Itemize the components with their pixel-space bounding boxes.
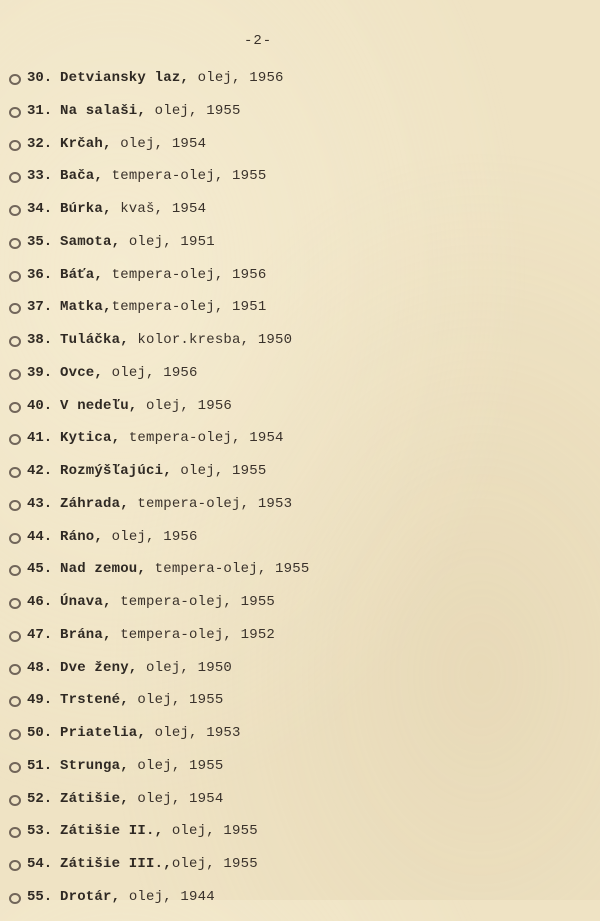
handwritten-circle-icon [9, 467, 21, 478]
item-number: 39. [27, 364, 53, 381]
handwritten-circle-icon [9, 729, 21, 740]
item-number: 45. [27, 561, 53, 578]
item-description [60, 365, 198, 381]
artwork-title: Trstené, [60, 692, 129, 709]
artwork-list [0, 69, 600, 921]
item-description [60, 267, 266, 283]
item-description [60, 463, 266, 479]
item-number: 48. [27, 659, 53, 676]
item-description [60, 889, 215, 905]
list-item [0, 495, 600, 528]
artwork-medium-year: olej, 1956 [103, 364, 198, 381]
list-item [0, 462, 600, 495]
item-number: 40. [27, 397, 53, 414]
item-number: 38. [27, 332, 53, 348]
handwritten-circle-icon [9, 140, 21, 151]
handwritten-circle-icon [9, 172, 21, 183]
item-description [60, 430, 284, 446]
handwritten-circle-icon [9, 533, 21, 544]
list-item [0, 724, 600, 757]
artwork-medium-year: olej, 1955 [128, 692, 224, 709]
artwork-title: Tuláčka, [60, 332, 129, 348]
artwork-title: Detviansky laz, [60, 70, 190, 86]
item-number: 34. [27, 201, 53, 217]
item-number: 31. [27, 102, 53, 119]
artwork-medium-year: tempera-olej, 1955 [146, 561, 310, 578]
list-item [0, 560, 600, 593]
item-description [60, 823, 258, 839]
handwritten-circle-icon [9, 565, 21, 576]
item-description [60, 856, 258, 872]
item-number: 43. [27, 495, 53, 512]
handwritten-circle-icon [9, 762, 21, 773]
artwork-title: Krčah, [60, 135, 112, 152]
artwork-medium-year: tempera-olej, 1954 [120, 430, 284, 447]
handwritten-circle-icon [9, 500, 21, 511]
list-item [0, 429, 600, 462]
artwork-title: Strunga, [60, 757, 129, 774]
list-item [0, 659, 600, 692]
artwork-medium-year: olej, 1955 [128, 757, 224, 774]
handwritten-circle-icon [9, 795, 21, 806]
handwritten-circle-icon [9, 107, 21, 118]
handwritten-circle-icon [9, 827, 21, 838]
list-item [0, 102, 600, 135]
artwork-title: Ráno, [60, 528, 104, 545]
artwork-title: Na salaši, [60, 102, 147, 119]
artwork-title: Matka, [60, 299, 112, 316]
artwork-medium-year: olej, 1956 [103, 528, 198, 545]
handwritten-circle-icon [9, 631, 21, 642]
item-description [60, 168, 266, 184]
item-description [60, 496, 292, 512]
item-number: 37. [27, 299, 53, 316]
item-description [60, 660, 232, 676]
list-item [0, 888, 600, 921]
item-number: 32. [27, 135, 53, 152]
item-number: 50. [27, 725, 53, 741]
item-description [60, 398, 232, 414]
artwork-title: Nad zemou, [60, 561, 147, 578]
artwork-title: Zátišie, [60, 790, 129, 807]
artwork-title: Únava, [60, 594, 112, 610]
artwork-title: Rozmýšľajúci, [60, 463, 172, 479]
list-item [0, 626, 600, 659]
item-description [60, 103, 241, 119]
artwork-medium-year: olej, 1950 [137, 659, 233, 676]
item-number: 36. [27, 266, 53, 283]
artwork-title: Bača, [60, 168, 104, 185]
item-description [60, 136, 206, 152]
artwork-medium-year: tempera-olej, 1953 [128, 495, 293, 512]
item-description [60, 561, 309, 577]
handwritten-circle-icon [9, 238, 21, 249]
artwork-title: Kytica, [60, 430, 121, 447]
list-item [0, 790, 600, 823]
artwork-medium-year: olej, 1956 [137, 397, 233, 414]
artwork-medium-year: olej, 1944 [120, 888, 215, 905]
item-number: 49. [27, 692, 53, 709]
list-item [0, 135, 600, 168]
artwork-medium-year: olej, 1955 [171, 463, 267, 479]
artwork-title: Zátišie III., [60, 856, 172, 872]
item-description [60, 529, 198, 545]
artwork-medium-year: olej, 1954 [111, 135, 207, 152]
handwritten-circle-icon [9, 696, 21, 707]
item-description [60, 725, 241, 741]
artwork-medium-year: olej, 1953 [146, 725, 241, 741]
item-number: 30. [27, 70, 53, 86]
list-item [0, 364, 600, 397]
artwork-medium-year: olej, 1955 [146, 102, 241, 119]
item-number: 52. [27, 790, 53, 807]
list-item [0, 593, 600, 626]
artwork-title: Drotár, [60, 888, 121, 905]
item-description [60, 70, 284, 86]
list-item [0, 822, 600, 855]
item-number: 54. [27, 856, 53, 872]
artwork-title: Zátišie II., [60, 823, 164, 840]
artwork-title: Brána, [60, 626, 112, 643]
artwork-title: Búrka, [60, 201, 112, 217]
item-description [60, 594, 275, 610]
item-description [60, 758, 223, 774]
artwork-title: Záhrada, [60, 495, 129, 512]
page-number: -2- [244, 33, 273, 49]
handwritten-circle-icon [9, 402, 21, 413]
handwritten-circle-icon [9, 893, 21, 904]
item-description [60, 201, 206, 217]
list-item [0, 855, 600, 888]
list-item [0, 200, 600, 233]
list-item [0, 397, 600, 430]
item-description [60, 332, 292, 348]
handwritten-circle-icon [9, 205, 21, 216]
item-description [60, 692, 223, 708]
list-item [0, 167, 600, 200]
artwork-medium-year: tempera-olej, 1952 [111, 626, 276, 643]
handwritten-circle-icon [9, 860, 21, 871]
list-item [0, 298, 600, 331]
handwritten-circle-icon [9, 434, 21, 445]
list-item [0, 266, 600, 299]
item-number: 33. [27, 168, 53, 185]
artwork-medium-year: kolor.kresba, 1950 [128, 332, 293, 348]
item-description [60, 234, 215, 250]
handwritten-circle-icon [9, 598, 21, 609]
artwork-medium-year: tempera-olej, 1955 [111, 594, 276, 610]
artwork-title: Báťa, [60, 266, 104, 283]
artwork-title: Samota, [60, 233, 121, 250]
list-item [0, 757, 600, 790]
list-item [0, 331, 600, 364]
handwritten-circle-icon [9, 303, 21, 314]
item-description [60, 791, 223, 807]
item-number: 42. [27, 463, 53, 479]
artwork-medium-year: olej, 1955 [163, 823, 258, 840]
item-number: 46. [27, 594, 53, 610]
handwritten-circle-icon [9, 271, 21, 282]
item-number: 55. [27, 888, 53, 905]
item-description [60, 299, 266, 315]
list-item [0, 233, 600, 266]
item-number: 47. [27, 626, 53, 643]
handwritten-circle-icon [9, 336, 21, 347]
artwork-medium-year: kvaš, 1954 [111, 201, 207, 217]
handwritten-circle-icon [9, 74, 21, 85]
handwritten-circle-icon [9, 369, 21, 380]
artwork-medium-year: tempera-olej, 1951 [111, 299, 267, 316]
list-item [0, 528, 600, 561]
artwork-title: Priatelia, [60, 725, 147, 741]
handwritten-circle-icon [9, 664, 21, 675]
item-description [60, 627, 275, 643]
item-number: 53. [27, 823, 53, 840]
list-item [0, 69, 600, 102]
artwork-medium-year: tempera-olej, 1955 [103, 168, 267, 185]
artwork-title: Ovce, [60, 364, 104, 381]
item-number: 35. [27, 233, 53, 250]
item-number: 41. [27, 430, 53, 447]
item-number: 44. [27, 528, 53, 545]
item-number: 51. [27, 757, 53, 774]
artwork-medium-year: tempera-olej, 1956 [103, 266, 267, 283]
artwork-medium-year: olej, 1951 [120, 233, 215, 250]
list-item [0, 691, 600, 724]
artwork-medium-year: olej, 1956 [189, 70, 284, 86]
artwork-medium-year: olej, 1955 [171, 856, 258, 872]
artwork-medium-year: olej, 1954 [128, 790, 224, 807]
artwork-title: Dve ženy, [60, 659, 138, 676]
artwork-title: V nedeľu, [60, 397, 138, 414]
